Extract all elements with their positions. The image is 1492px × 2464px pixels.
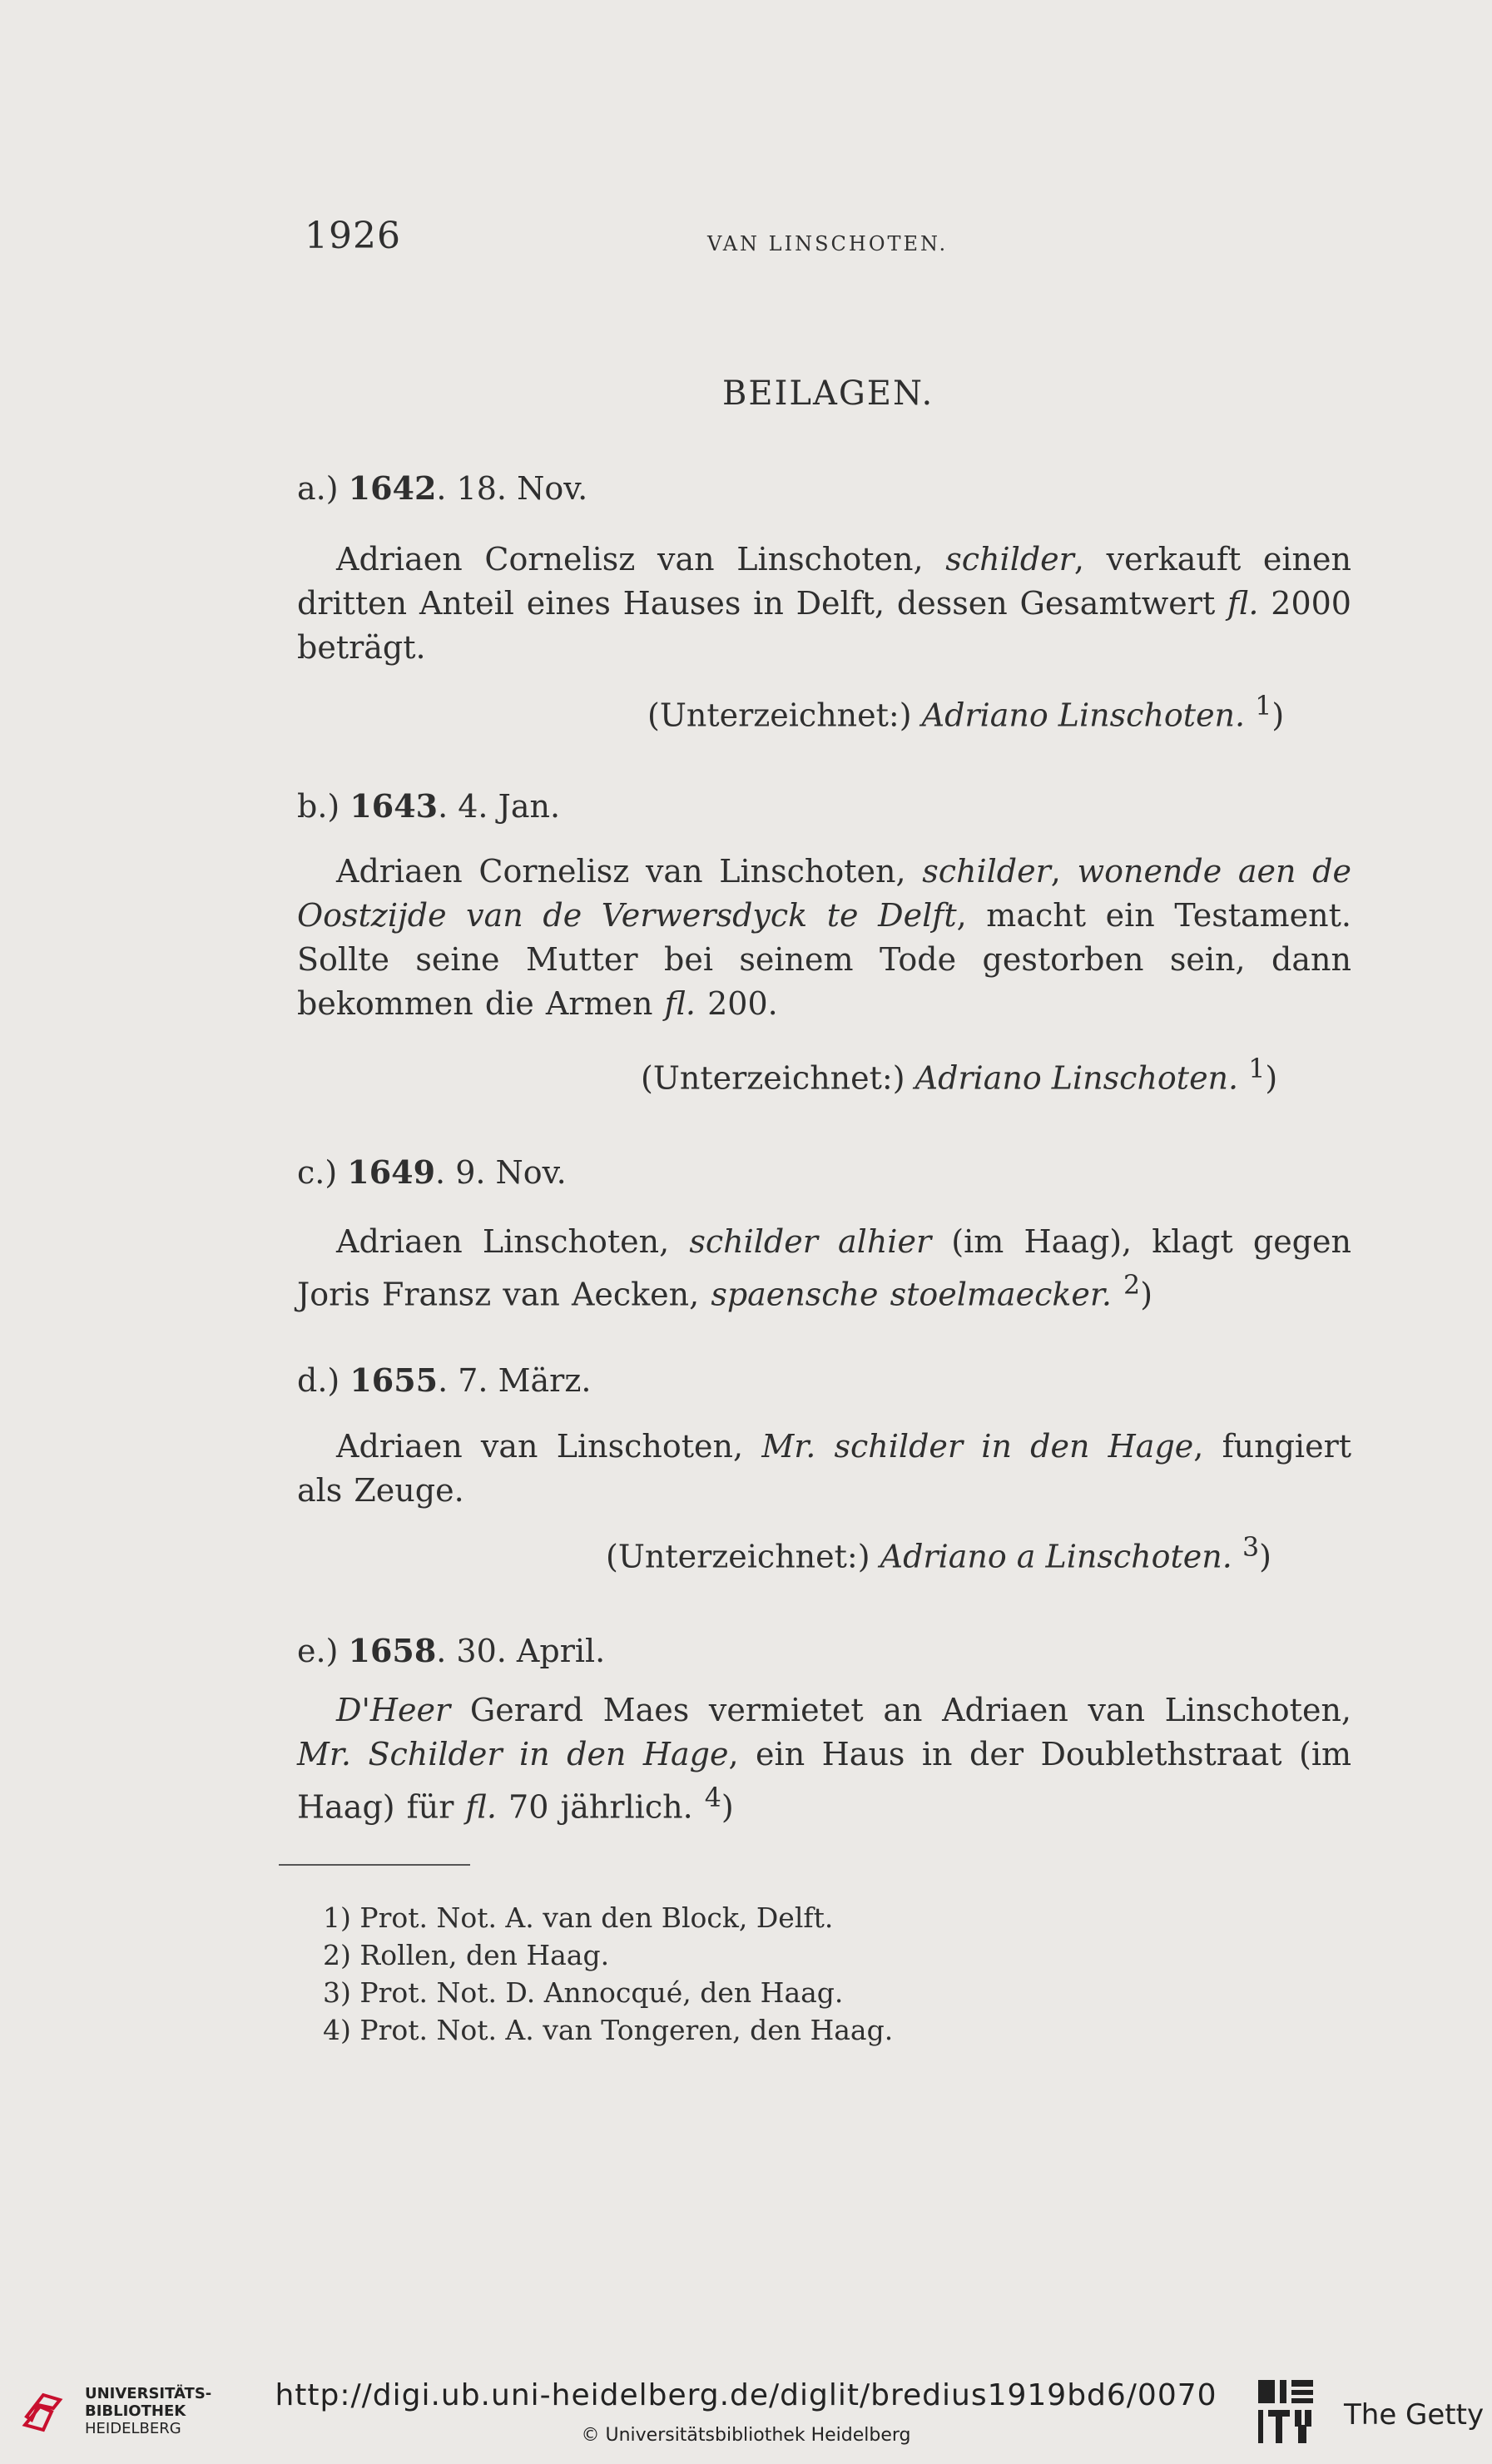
getty-label: The Getty	[1344, 2398, 1485, 2432]
copyright-text: © Universitätsbibliothek Heidelberg	[581, 2425, 911, 2446]
permalink-url[interactable]: http://digi.ub.uni-heidelberg.de/diglit/bredius1919bd6/0070	[275, 2378, 1217, 2412]
entry-d-text: Adriaen van Linschoten, Mr. schilder in den Hage, fungiert als Zeuge.	[297, 1428, 1352, 1509]
entry-label: e.)	[297, 1633, 339, 1669]
entry-date: . 30. April.	[436, 1633, 606, 1669]
entry-b-signature: (Unterzeichnet:) Adriano Linschoten. $^1$)	[641, 1054, 1278, 1097]
entry-e-text: D'Heer Gerard Maes vermietet an Adriaen van Linschoten, Mr. Schilder in den Hage, ein Haus in der Doublethstraat (im Haag) für fl. 70 jährlich. $^4$)	[297, 1692, 1352, 1826]
entry-year: 1649	[347, 1153, 436, 1191]
entry-year: 1642	[348, 469, 437, 507]
page-number: 1926	[305, 215, 401, 257]
entry-b-heading	[297, 787, 561, 825]
entry-year: 1643	[349, 787, 439, 825]
entry-label: d.)	[297, 1362, 340, 1399]
footer-bar	[0, 2360, 1492, 2464]
entry-a-heading	[297, 469, 588, 507]
entry-e-heading	[297, 1632, 606, 1669]
getty-logo-icon[interactable]	[1255, 2377, 1316, 2448]
footnote-rule	[279, 1864, 470, 1866]
entry-c-text: Adriaen Linschoten, schilder alhier (im Haag), klagt gegen Joris Fransz van Aecken, spaensche stoelmaecker. $^2$)	[297, 1223, 1351, 1313]
section-title: BEILAGEN.	[722, 374, 934, 413]
footnote: 1) Prot. Not. A. van den Block, Delft.	[323, 1901, 834, 1934]
entry-c-heading	[297, 1153, 567, 1191]
entry-date: . 9. Nov.	[435, 1154, 567, 1191]
entry-a-text: Adriaen Cornelisz van Linschoten, schilder, verkauft einen dritten Anteil eines Hauses in Delft, dessen Gesamtwert fl. 2000 beträgt.	[297, 541, 1351, 666]
footnote: 2) Rollen, den Haag.	[323, 1939, 610, 1971]
entry-label: c.)	[297, 1154, 338, 1191]
entry-date: . 4. Jan.	[438, 788, 561, 825]
running-title: VAN LINSCHOTEN.	[707, 232, 949, 255]
footnotes	[323, 1899, 893, 2049]
entry-date: . 18. Nov.	[436, 470, 588, 507]
entry-d-signature: (Unterzeichnet:) Adriano a Linschoten. $^3$)	[606, 1533, 1271, 1575]
footnote: 3) Prot. Not. D. Annocqué, den Haag.	[323, 1976, 844, 2009]
entry-b-text: Adriaen Cornelisz van Linschoten, schilder, wonende aen de Oostzijde van de Verwersdyck te Delft, macht ein Testament. Sollte seine Mutter bei seinem Tode gestorben sein, dann bekommen die Armen fl. 200.	[297, 853, 1351, 1022]
entry-year: 1658	[348, 1632, 437, 1669]
entry-date: . 7. März.	[438, 1362, 592, 1399]
entry-label: a.)	[297, 470, 339, 507]
entry-label: b.)	[297, 788, 340, 825]
footnote: 4) Prot. Not. A. van Tongeren, den Haag.	[323, 2014, 894, 2046]
library-name: UNIVERSITÄTS- BIBLIOTHEK HEIDELBERG	[85, 2385, 212, 2437]
entry-year: 1655	[349, 1361, 439, 1399]
entry-a-signature: (Unterzeichnet:) Adriano Linschoten. $^1$)	[647, 692, 1285, 734]
entry-d-heading	[297, 1361, 592, 1399]
